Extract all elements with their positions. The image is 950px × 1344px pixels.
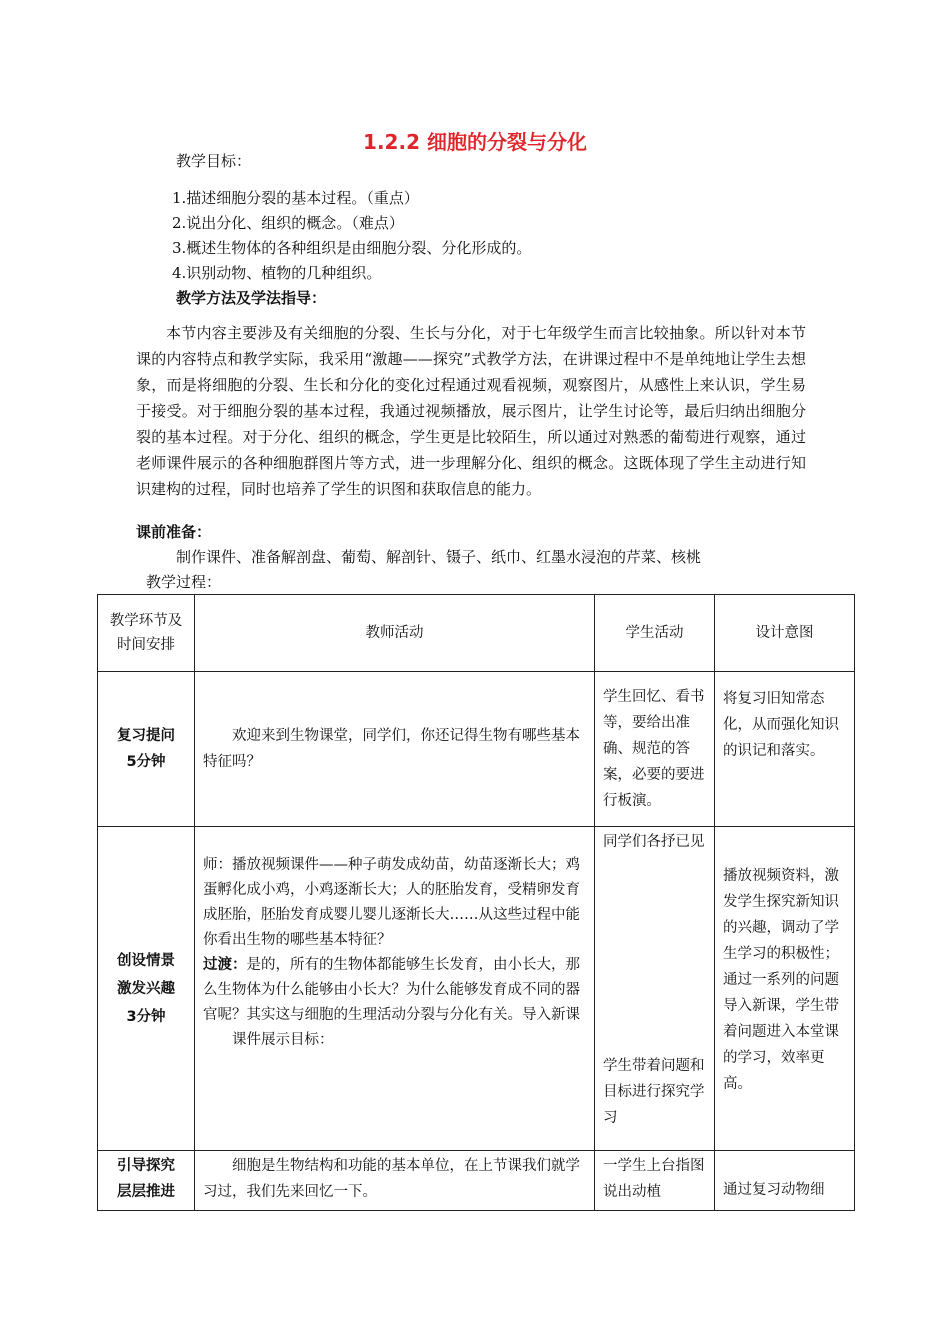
methods-paragraph: 本节内容主要涉及有关细胞的分裂、生长与分化，对于七年级学生而言比较抽象。所以针对本节课的内容特点和教学实际，我采用“激趣——探究”式教学方法，在讲课过程中不是单纯地让学生去想象，而是将细胞的分裂、生长和分化的变化过程通过观看视频，观察图片，从感性上来认识，学生易于接受。对于细胞分裂的基本过程，我通过视频播放，展示图片，让学生讨论等，最后归纳出细胞分裂的基本过程。对于分化、组织的概念，学生更是比较陌生，所以通过对熟悉的葡萄进行观察，通过老师课件展示的各种细胞群图片等方式，进一步理解分化、组织的概念。这既体现了学生主动进行知识建构的过程，同时也培养了学生的识图和获取信息的能力。 xyxy=(136,324,806,498)
table-row xyxy=(98,1151,855,1211)
process-heading: 教学过程： xyxy=(146,573,222,591)
table-header-row xyxy=(98,595,855,672)
lesson-table xyxy=(97,594,855,1211)
header-intent: 设计意图 xyxy=(715,595,855,672)
stage-cell: 复习提问 5分钟 xyxy=(98,672,195,827)
student-activity: 学生回忆、看书等，要给出准确、规范的答案，必要的要进行板演。 xyxy=(595,672,715,827)
student-activity-1: 同学们各抒已见 xyxy=(603,834,705,850)
objective-item: 4.识别动物、植物的几种组织。 xyxy=(172,264,382,282)
prep-heading: 课前准备： xyxy=(136,523,212,541)
objective-item: 2.说出分化、组织的概念。（难点） xyxy=(172,214,404,232)
stage-cell: 创设情景 激发兴趣 3分钟 xyxy=(98,827,195,1151)
stage-cell: 引导探究 层层推进 xyxy=(98,1151,195,1211)
design-intent: 通过复习动物细 xyxy=(715,1151,855,1211)
prep-text: 制作课件、准备解剖盘、葡萄、解剖针、镊子、纸巾、红墨水浸泡的芹菜、核桃 xyxy=(176,548,702,566)
courseware-goal: 课件展示目标： xyxy=(232,1032,334,1048)
table-row xyxy=(98,827,855,1151)
header-student: 学生活动 xyxy=(595,595,715,672)
transition xyxy=(203,953,586,1028)
objective-item: 3.概述生物体的各种组织是由细胞分裂、分化形成的。 xyxy=(172,239,532,257)
objectives-heading: 教学目标： xyxy=(176,152,252,170)
teacher-activity xyxy=(195,827,595,1151)
transition-label: 过渡： xyxy=(203,957,247,973)
header-stage: 教学环节及时间安排 xyxy=(98,595,195,672)
transition-text: 是的，所有的生物体都能够生长发育，由小长大，那么生物体为什么能够由小长大？为什么能够发育成不同的器官呢？其实这与细胞的生理活动分裂与分化有关。导入新课 xyxy=(203,957,580,1023)
objective-item: 1.描述细胞分裂的基本过程。（重点） xyxy=(172,189,419,207)
header-teacher: 教师活动 xyxy=(195,595,595,672)
teacher-activity: 细胞是生物结构和功能的基本单位，在上节课我们就学习过，我们先来回忆一下。 xyxy=(195,1151,595,1211)
design-intent: 将复习旧知常态化，从而强化知识的识记和落实。 xyxy=(715,672,855,827)
student-activity-2: 学生带着问题和目标进行探究学习 xyxy=(603,1058,705,1126)
teacher-intro: 师：播放视频课件——种子萌发成幼苗，幼苗逐渐长大；鸡蛋孵化成小鸡，小鸡逐渐长大；人的胚胎发育，受精卵发育成胚胎，胚胎发育成婴儿婴儿逐渐长大……从这些过程中能你看出生物的哪些基本特征？ xyxy=(203,857,580,948)
teacher-activity: 欢迎来到生物课堂，同学们，你还记得生物有哪些基本特征吗？ xyxy=(195,672,595,827)
table-row xyxy=(98,672,855,827)
student-activity xyxy=(595,827,715,1151)
methods-heading: 教学方法及学法指导： xyxy=(176,289,327,307)
design-intent: 播放视频资料，激发学生探究新知识的兴趣，调动了学生学习的积极性；通过一系列的问题导入新课，学生带着问题进入本堂课的学习，效率更高。 xyxy=(715,827,855,1151)
student-activity: 一学生上台指图说出动植 xyxy=(595,1151,715,1211)
page-title: 1.2.2 细胞的分裂与分化 xyxy=(363,130,587,154)
